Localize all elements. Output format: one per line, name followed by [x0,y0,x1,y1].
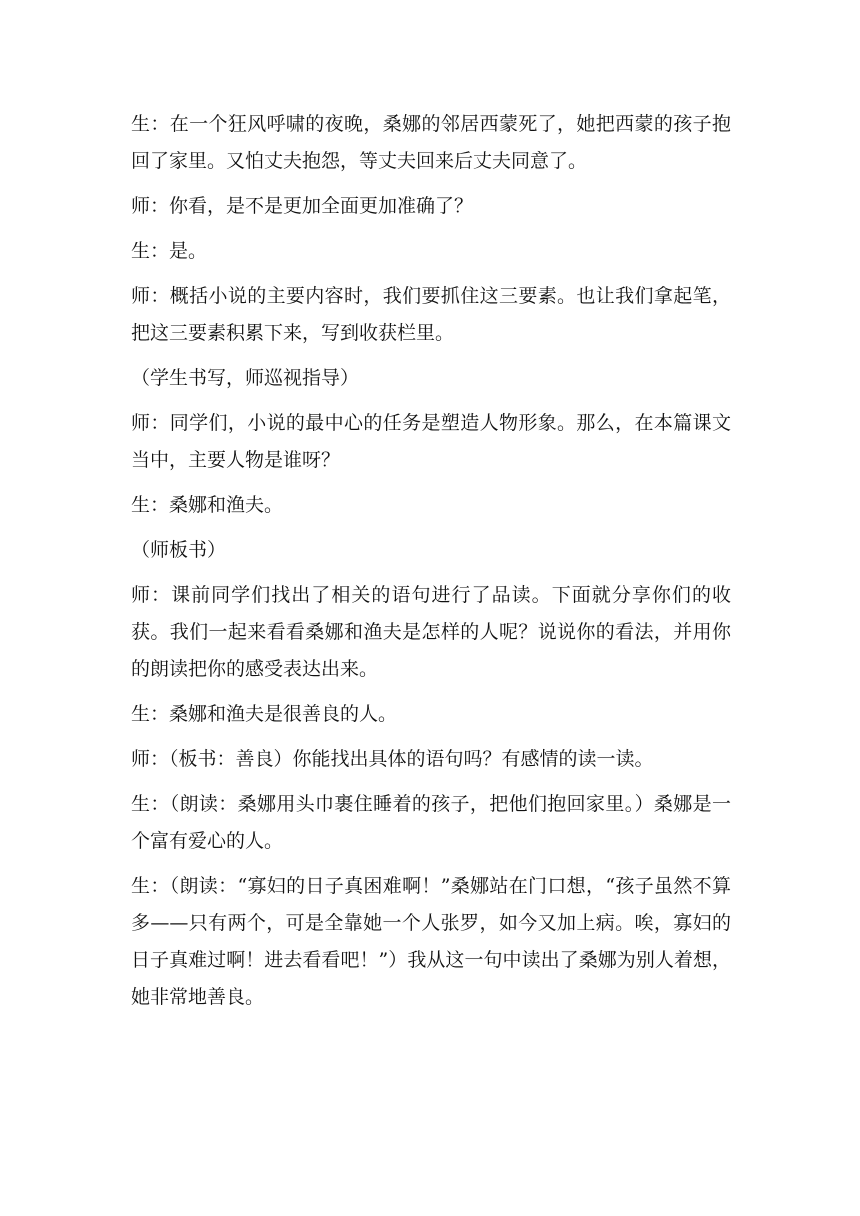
dialogue-paragraph: 生：（朗读：“寡妇的日子真困难啊！”桑娜站在门口想，“孩子虽然不算多——只有两个，可是全靠她一个人张罗，如今又加上病。唉，寡妇的日子真难过啊！进去看看吧！”）我从这一句中读出了桑娜为别人着想，她非常地善良。 [131,875,731,1008]
dialogue-paragraph: 生：桑娜和渔夫是很善良的人。 [131,703,398,725]
dialogue-paragraph: 生：在一个狂风呼啸的夜晚，桑娜的邻居西蒙死了，她把西蒙的孩子抱回了家里。又怕丈夫抱怨，等丈夫回来后丈夫同意了。 [131,113,731,172]
dialogue-paragraph: 师：（板书：善良）你能找出具体的语句吗？有感情的读一读。 [131,748,654,770]
document-body [131,106,731,1024]
dialogue-paragraph: 生：（朗读：桑娜用头巾裹住睡着的孩子，把他们抱回家里。）桑娜是一个富有爱心的人。 [131,793,731,852]
stage-direction: （学生书写，师巡视指导） [131,367,360,389]
dialogue-paragraph: 师：课前同学们找出了相关的语句进行了品读。下面就分享你们的收获。我们一起来看看桑娜和渔夫是怎样的人呢？说说你的看法，并用你的朗读把你的感受表达出来。 [131,584,731,680]
dialogue-paragraph: 师：概括小说的主要内容时，我们要抓住这三要素。也让我们拿起笔，把这三要素积累下来，写到收获栏里。 [131,285,731,344]
dialogue-paragraph: 生：是。 [131,240,208,262]
stage-direction: （师板书） [131,539,227,561]
dialogue-paragraph: 师：同学们，小说的最中心的任务是塑造人物形象。那么，在本篇课文当中，主要人物是谁呀？ [131,412,731,471]
dialogue-paragraph: 师：你看，是不是更加全面更加准确了？ [131,195,474,217]
dialogue-paragraph: 生：桑娜和渔夫。 [131,494,284,516]
